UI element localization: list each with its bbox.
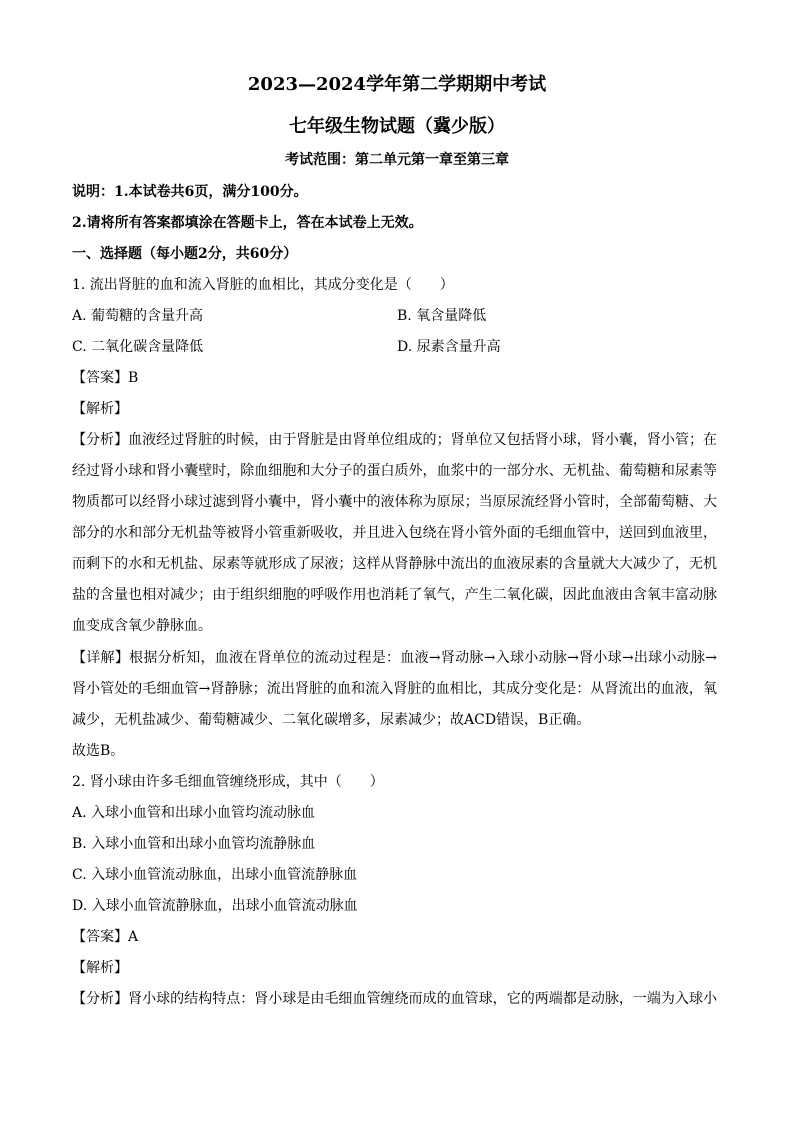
q1-option-c: C. 二氧化碳含量降低 [72, 339, 204, 355]
fenxi-text: 肾小球的结构特点：肾小球是由毛细血管缠绕而成的血管球，它的两端都是动脉，一端为入球小 [128, 991, 718, 1007]
exam-subtitle: 七年级生物试题（冀少版） [289, 116, 505, 137]
detail-tag: 【详解】 [72, 650, 130, 666]
answer-tag: 【答案】 [72, 929, 128, 945]
q1-fenxi-line: 物质都可以经肾小球过滤到肾小囊中，肾小囊中的液体称为原尿；当原尿流经肾小管时，全部葡萄糖、大 [72, 494, 717, 510]
q2-option-a: A. 入球小血管和出球小血管均流动脉血 [72, 805, 316, 821]
exam-scope: 考试范围：第二单元第一章至第三章 [285, 152, 509, 168]
fenxi-tag: 【分析】 [72, 991, 129, 1007]
note-2: 2.请将所有答案都填涂在答题卡上，答在本试卷上无效。 [72, 215, 423, 231]
exam-title: 2023—2024学年第二学期期中考试 [247, 74, 547, 95]
q1-stem: 1. 流出肾脏的血和流入肾脏的血相比，其成分变化是（ ） [72, 277, 454, 293]
q1-fenxi-line: 经过肾小球和肾小囊壁时，除血细胞和大分子的蛋白质外，血浆中的一部分水、无机盐、葡萄糖和尿素等 [72, 463, 717, 479]
q1-detail-line [72, 648, 717, 668]
fenxi-text: 血液经过肾脏的时候，由于肾脏是由肾单位组成的；肾单位又包括肾小球，肾小囊，肾小管；在 [128, 432, 718, 448]
q2-option-d: D. 入球小血管流静脉血，出球小血管流动脉血 [72, 898, 358, 914]
q1-fenxi-line: 血变成含氧少静脉血。 [72, 618, 212, 634]
q2-fenxi-line [72, 989, 717, 1009]
answer-value: A [128, 929, 139, 945]
q2-analysis-tag: 【解析】 [72, 960, 128, 976]
q1-conclusion: 故选B。 [72, 743, 125, 759]
q1-fenxi-line: 盐的含量也相对减少；由于组织细胞的呼吸作用也消耗了氧气，产生二氧化碳，因此血液由含氧丰富动脉 [72, 587, 717, 603]
detail-text: 根据分析知，血液在肾单位的流动过程是：血液→肾动脉→入球小动脉→肾小球→出球小动脉→ [129, 650, 718, 666]
q1-option-d: D. 尿素含量升高 [397, 339, 501, 355]
note-1: 说明：1.本试卷共6页，满分100分。 [72, 184, 308, 200]
answer-value: B [128, 370, 139, 386]
q1-detail-line: 减少，无机盐减少、葡萄糖减少、二氧化碳增多，尿素减少；故ACD错误，B正确。 [72, 712, 591, 728]
q2-option-c: C. 入球小血管流动脉血，出球小血管流静脉血 [72, 867, 358, 883]
q2-stem: 2. 肾小球由许多毛细血管缠绕形成，其中（ ） [72, 774, 384, 790]
q2-option-b: B. 入球小血管和出球小血管均流静脉血 [72, 836, 316, 852]
q1-option-b: B. 氧含量降低 [397, 308, 487, 324]
answer-tag: 【答案】 [72, 370, 128, 386]
q2-answer [72, 927, 138, 947]
q1-analysis-tag: 【解析】 [72, 401, 128, 417]
section-heading: 一、选择题（每小题2分，共60分） [72, 246, 298, 262]
q1-option-a: A. 葡萄糖的含量升高 [72, 308, 204, 324]
q1-fenxi-line: 而剩下的水和无机盐、尿素等就形成了尿液；这样从肾静脉中流出的血液尿素的含量就大大减少了，无机 [72, 556, 717, 572]
q1-fenxi-line [72, 430, 717, 450]
fenxi-tag: 【分析】 [72, 432, 129, 448]
q1-answer [72, 368, 138, 388]
q1-detail-line: 肾小管处的毛细血管→肾静脉；流出肾脏的血和流入肾脏的血相比，其成分变化是：从肾流出的血液，氧 [72, 681, 717, 697]
q1-fenxi-line: 部分的水和部分无机盐等被肾小管重新吸收，并且进入包绕在肾小管外面的毛细血管中，送回到血液里， [72, 525, 717, 541]
